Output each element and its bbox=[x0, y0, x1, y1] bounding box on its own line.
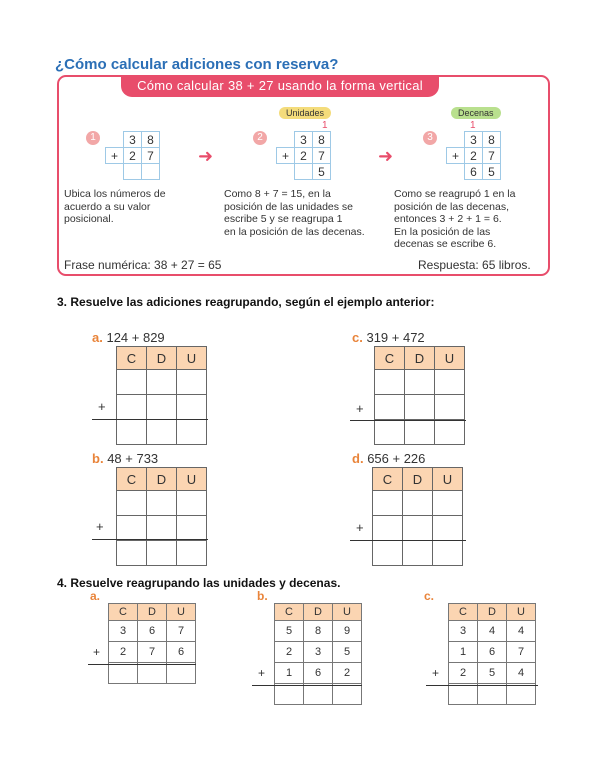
exercise-4b-label: b. bbox=[257, 589, 268, 603]
exercise-3d-grid: C D U bbox=[372, 467, 463, 566]
plus-sign: + bbox=[98, 399, 106, 414]
sum-line bbox=[426, 685, 538, 686]
step-2-grid: 3 8 + 2 7 5 bbox=[276, 131, 331, 180]
exercise-4a-grid: C D U 3 6 7 2 7 6 bbox=[108, 603, 196, 684]
step-1-badge: 1 bbox=[86, 131, 100, 145]
exercise-3b-grid: C D U bbox=[116, 467, 207, 566]
sum-line bbox=[92, 539, 208, 540]
sum-line bbox=[350, 420, 466, 421]
exercise-3a-label: a. 124 + 829 bbox=[92, 330, 165, 345]
exercise-3c-grid: C D U bbox=[374, 346, 465, 445]
decenas-tag: Decenas bbox=[451, 107, 501, 119]
exercise-4c-grid: C D U 3 4 4 1 6 7 2 5 4 bbox=[448, 603, 536, 705]
exercise-4b-grid: C D U 5 8 9 2 3 5 1 6 2 bbox=[274, 603, 362, 705]
exercise-3-heading: 3. Resuelve las adiciones reagrupando, según el ejemplo anterior: bbox=[57, 295, 435, 309]
sum-line bbox=[92, 419, 208, 420]
unidades-tag: Unidades bbox=[279, 107, 331, 119]
plus-sign: + bbox=[93, 645, 101, 659]
plus-sign: + bbox=[258, 666, 266, 680]
exercise-3c-label: c. 319 + 472 bbox=[352, 330, 425, 345]
plus-sign: + bbox=[356, 520, 364, 535]
plus-sign: + bbox=[96, 519, 104, 534]
sum-line bbox=[350, 540, 466, 541]
step-3-grid: 3 8 + 2 7 6 5 bbox=[446, 131, 501, 180]
step-2-badge: 2 bbox=[253, 131, 267, 145]
exercise-3a-grid: C D U bbox=[116, 346, 207, 445]
plus-sign: + bbox=[356, 401, 364, 416]
answer-text: Respuesta: 65 libros. bbox=[418, 258, 531, 272]
step-3-text: Como se reagrupó 1 en la posición de las decenas, entonces 3 + 2 + 1 = 6. En la posición de las decenas se escribe 6. bbox=[394, 188, 516, 250]
arrow-1-icon: ➜ bbox=[198, 146, 214, 166]
step-3-badge: 3 bbox=[423, 131, 437, 145]
carry-digit-decenas: 1 bbox=[470, 120, 476, 131]
exercise-4a-label: a. bbox=[90, 589, 101, 603]
plus-sign: + bbox=[432, 666, 440, 680]
step-2-text: Como 8 + 7 = 15, en la posición de las unidades se escribe 5 y se reagrupa 1 en la posición de las decenas. bbox=[224, 188, 365, 238]
exercise-3b-label: b. 48 + 733 bbox=[92, 451, 159, 466]
exercise-3d-label: d. 656 + 226 bbox=[352, 451, 426, 466]
step-1-grid: 3 8 + 2 7 bbox=[105, 131, 160, 180]
sum-line bbox=[88, 664, 196, 665]
number-phrase: Frase numérica: 38 + 27 = 65 bbox=[64, 258, 222, 272]
arrow-2-icon: ➜ bbox=[378, 146, 394, 166]
carry-digit-unidades: 1 bbox=[322, 120, 328, 131]
exercise-4-heading: 4. Resuelve reagrupando las unidades y decenas. bbox=[57, 576, 341, 590]
exercise-4c-label: c. bbox=[424, 589, 435, 603]
page-title: ¿Cómo calcular adiciones con reserva? bbox=[55, 56, 339, 73]
sum-line bbox=[252, 685, 362, 686]
step-1-text: Ubica los números de acuerdo a su valor posicional. bbox=[64, 188, 166, 225]
example-banner: Cómo calcular 38 + 27 usando la forma vertical bbox=[121, 75, 439, 97]
